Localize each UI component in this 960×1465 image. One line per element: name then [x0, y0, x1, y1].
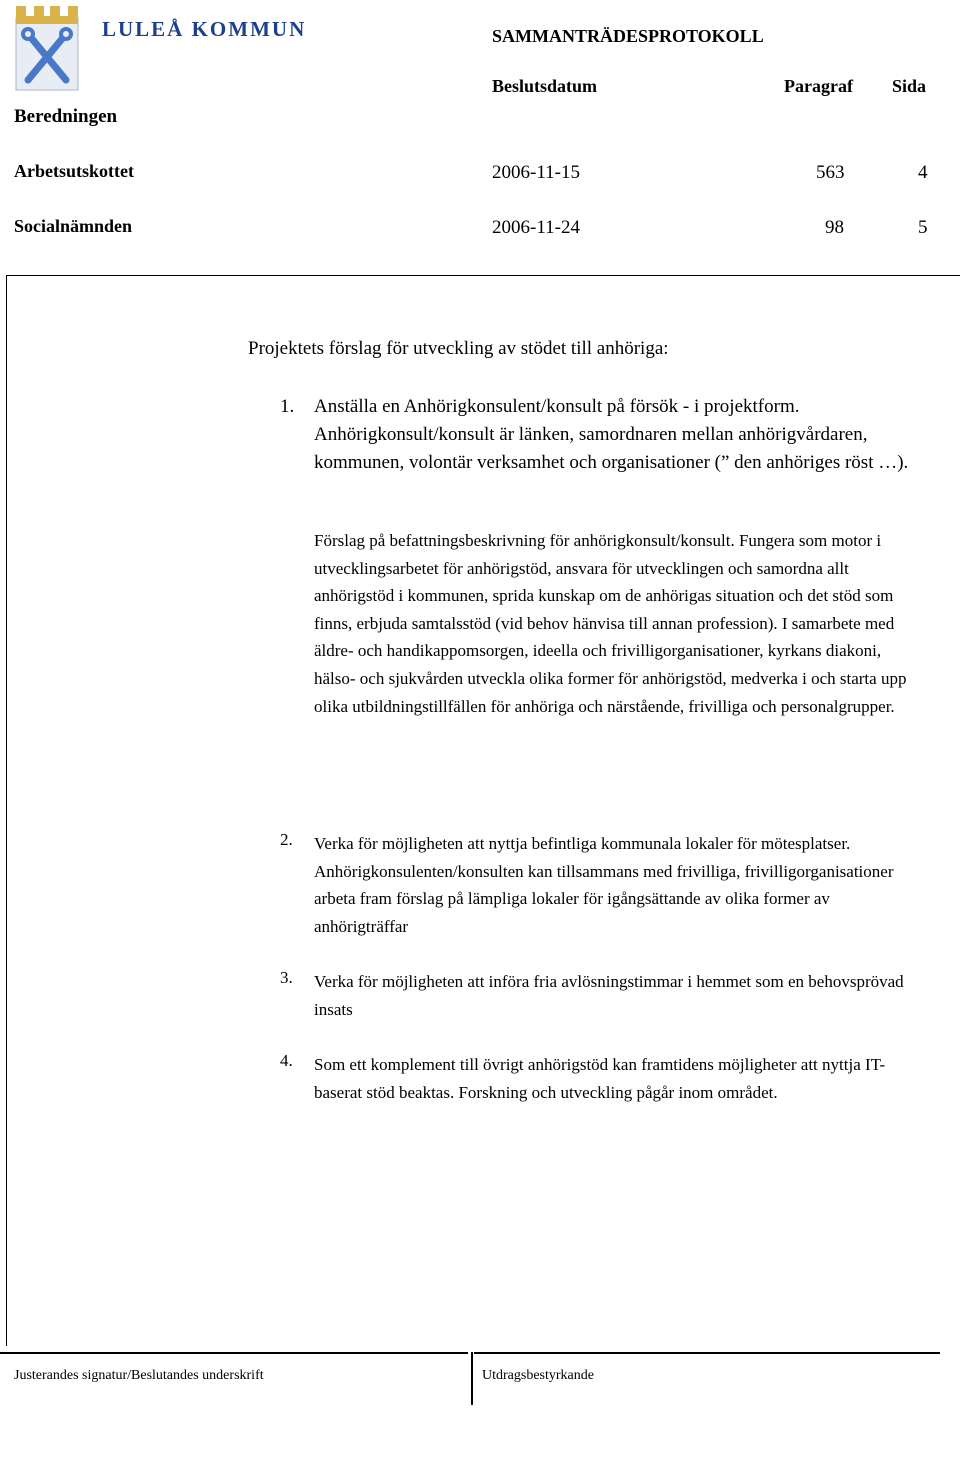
- footer-divider: [0, 1352, 468, 1354]
- coat-of-arms-logo: [14, 4, 80, 92]
- item-number: 4.: [280, 1051, 293, 1070]
- column-header-paragraph: Paragraf: [784, 76, 853, 96]
- column-header-page: Sida: [892, 76, 927, 96]
- row-body: Socialnämnden: [14, 216, 133, 236]
- row-page: 4: [918, 162, 928, 183]
- item-text: Verka för möjligheten att nyttja befintliga kommunala lokaler för mötesplatser. Anhörigkonsulenten/konsulten kan tillsammans med frivilliga, frivilligorganisationer arbeta fram förslag på lämpliga lokaler för igångsättande av olika former av anhörigträffar: [314, 834, 894, 936]
- footer-column-divider: [471, 1352, 473, 1405]
- row-paragraph: 563: [816, 162, 845, 183]
- item-text: Som ett komplement till övrigt anhörigstöd kan framtidens möjligheter att nyttja IT-baserat stöd beaktas. Forskning och utveckling pågår inom området.: [314, 1055, 886, 1102]
- group-label: Beredningen: [14, 106, 118, 127]
- row-body: Arbetsutskottet: [14, 161, 134, 181]
- intro-heading: Projektets förslag för utveckling av stödet till anhöriga:: [248, 338, 669, 359]
- footer-divider: [474, 1352, 940, 1354]
- row-date: 2006-11-15: [492, 162, 580, 183]
- certified-copy-label: Utdragsbestyrkande: [482, 1368, 594, 1383]
- org-name: LULEÅ KOMMUN: [102, 17, 307, 41]
- signature-label: Justerandes signatur/Beslutandes underskrift: [14, 1368, 264, 1383]
- row-paragraph: 98: [825, 217, 844, 238]
- document-type: SAMMANTRÄDESPROTOKOLL: [492, 26, 764, 46]
- item-text: Anställa en Anhörigkonsulent/konsult på försök - i projektform. Anhörigkonsult/konsult är länken, samordnaren mellan anhörigvårdaren, kommunen, volontär verksamhet och organisationer (” den anhöriges röst …).: [314, 396, 909, 473]
- column-header-date: Beslutsdatum: [492, 76, 598, 96]
- item-number: 3.: [280, 968, 293, 987]
- row-page: 5: [918, 217, 928, 238]
- item-text: Verka för möjligheten att införa fria avlösningstimmar i hemmet som en behovsprövad insats: [314, 972, 904, 1019]
- item-number: 1.: [280, 396, 295, 417]
- row-date: 2006-11-24: [492, 217, 580, 238]
- item-number: 2.: [280, 830, 293, 849]
- job-description-paragraph: Förslag på befattningsbeskrivning för anhörigkonsult/konsult. Fungera som motor i utvecklingsarbetet för anhörigstöd, ansvara för utvecklingen och samordna allt anhörigstöd i kommunen, sprida kunskap om de anhörigas situation och det stöd som finns, erbjuda samtalsstöd (vid behov hänvisa till annan profession). I samarbete med äldre- och handikappomsorgen, ideella och frivilligorganisationer, kyrkans diakoni, hälso- och sjukvården utveckla olika former för anhörigstöd, medverka i och starta upp olika utbildningstillfällen för anhöriga och närstående, frivilliga och personalgrupper.: [314, 531, 907, 716]
